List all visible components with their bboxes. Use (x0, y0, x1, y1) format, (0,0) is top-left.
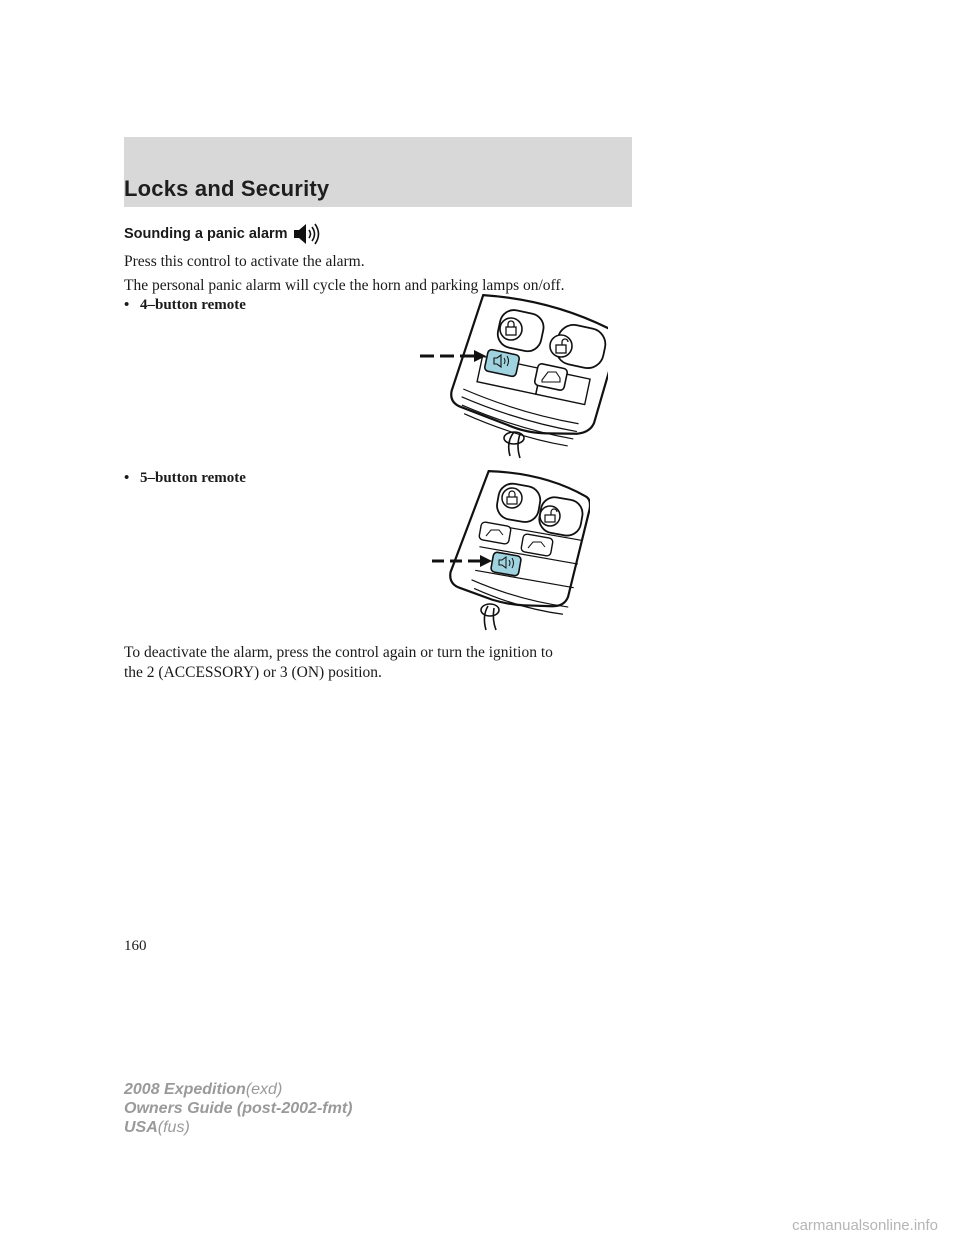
bullet-4-button (124, 297, 246, 314)
speaker-icon (292, 222, 320, 246)
lock-icon (500, 318, 522, 340)
footer-model-code: (exd) (245, 1081, 283, 1098)
bullet-dot: • (124, 470, 130, 486)
footer-line3 (124, 1118, 352, 1137)
heading-text: Sounding a panic alarm (124, 226, 288, 242)
unlock-icon (540, 506, 560, 526)
watermark: carmanualsonline.info (792, 1217, 938, 1234)
paragraph-activate: Press this control to activate the alarm. (124, 253, 365, 270)
bullet-label: 4–button remote (140, 297, 246, 313)
arrow-icon (420, 350, 486, 362)
bullet-5-button (124, 470, 246, 487)
footer-model: 2008 Expedition (124, 1081, 246, 1098)
paragraph-panic-cycle: The personal panic alarm will cycle the horn and parking lamps on/off. (124, 277, 565, 294)
footer-line2 (124, 1099, 352, 1118)
bullet-label: 5–button remote (140, 470, 246, 486)
page-number: 160 (124, 938, 147, 954)
paragraph-deactivate-line2: the 2 (ACCESSORY) or 3 (ON) position. (124, 664, 382, 681)
lock-icon (502, 488, 522, 508)
footer-market-code: (fus) (157, 1119, 190, 1136)
panic-alarm-heading (124, 222, 320, 246)
footer-guide: Owners Guide (post-2002-fmt) (124, 1100, 353, 1117)
bullet-dot: • (124, 297, 130, 313)
panic-speaker-icon (490, 552, 521, 577)
footer-market: USA (124, 1119, 158, 1136)
unlock-icon (550, 335, 572, 357)
five-button-remote-figure (430, 466, 590, 634)
footer (124, 1080, 352, 1137)
section-title: Locks and Security (124, 176, 330, 201)
footer-line1 (124, 1080, 352, 1099)
paragraph-deactivate-line1: To deactivate the alarm, press the control again or turn the ignition to (124, 644, 553, 661)
four-button-remote-figure (418, 292, 608, 462)
